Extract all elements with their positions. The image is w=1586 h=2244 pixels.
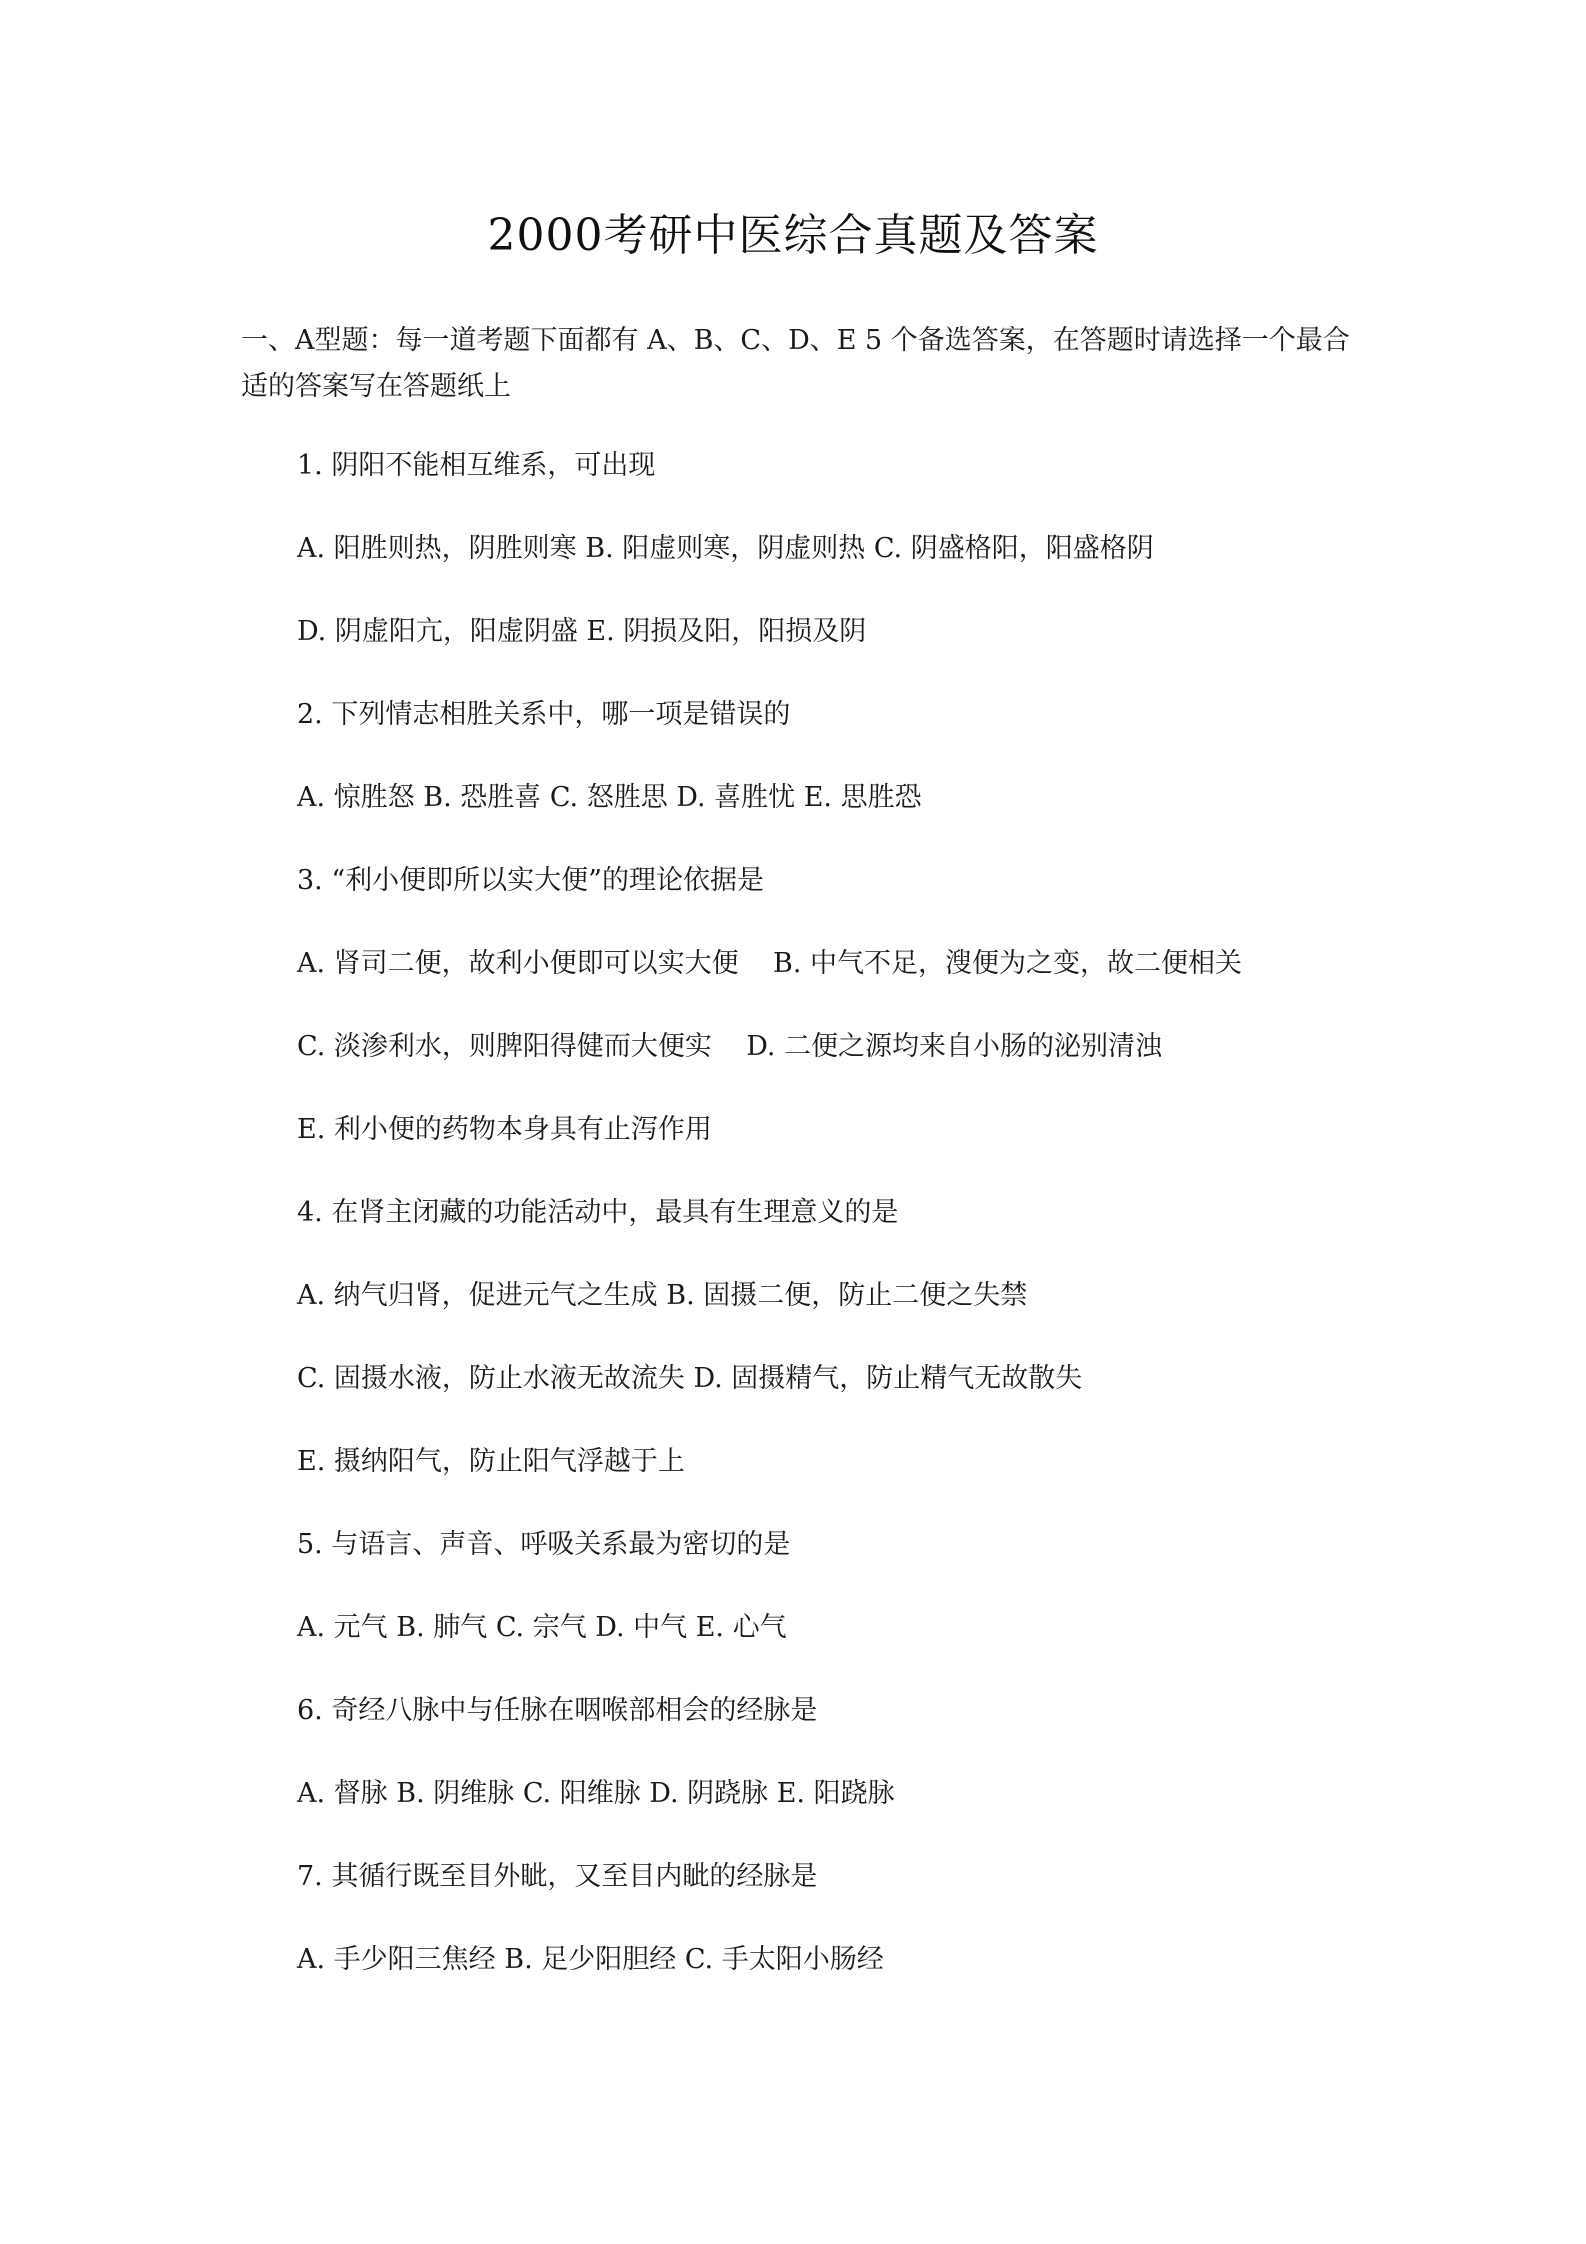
page-title: 2000考研中医综合真题及答案 — [487, 210, 1099, 261]
question-3: 3. “利小便即所以实大便”的理论依据是 — [297, 865, 764, 896]
question-2-options: A. 惊胜怒 B. 恐胜喜 C. 怒胜思 D. 喜胜忧 E. 思胜恐 — [297, 782, 922, 813]
question-3-options-b: C. 淡渗利水，则脾阳得健而大便实 D. 二便之源均来自小肠的泌别清浊 — [297, 1031, 1163, 1062]
question-4-options-b: C. 固摄水液，防止水液无故流失 D. 固摄精气，防止精气无故散失 — [297, 1363, 1083, 1394]
question-7-options: A. 手少阳三焦经 B. 足少阳胆经 C. 手太阳小肠经 — [297, 1944, 884, 1975]
question-6: 6. 奇经八脉中与任脉在咽喉部相会的经脉是 — [297, 1695, 818, 1726]
question-2: 2. 下列情志相胜关系中，哪一项是错误的 — [297, 699, 791, 730]
question-1-options-b: D. 阴虚阳亢，阳虚阴盛 E. 阴损及阳，阳损及阴 — [297, 616, 867, 647]
question-6-options: A. 督脉 B. 阴维脉 C. 阳维脉 D. 阴跷脉 E. 阳跷脉 — [297, 1778, 895, 1809]
question-3-options-c: E. 利小便的药物本身具有止泻作用 — [297, 1114, 712, 1145]
question-5-options: A. 元气 B. 肺气 C. 宗气 D. 中气 E. 心气 — [297, 1612, 787, 1643]
question-4-options-c: E. 摄纳阳气，防止阳气浮越于上 — [297, 1446, 685, 1477]
question-4-options-a: A. 纳气归肾，促进元气之生成 B. 固摄二便，防止二便之失禁 — [297, 1280, 1028, 1311]
question-1-options-a: A. 阳胜则热，阴胜则寒 B. 阳虚则寒，阴虚则热 C. 阴盛格阳，阳盛格阴 — [297, 533, 1154, 564]
question-5: 5. 与语言、声音、呼吸关系最为密切的是 — [297, 1529, 791, 1560]
section-intro: 一、A型题：每一道考题下面都有 A、B、C、D、E 5 个备选答案，在答题时请选择一个最合适的答案写在答题纸上 — [241, 325, 1350, 402]
question-4: 4. 在肾主闭藏的功能活动中，最具有生理意义的是 — [297, 1197, 899, 1228]
question-7: 7. 其循行既至目外眦，又至目内眦的经脉是 — [297, 1861, 818, 1892]
question-3-options-a: A. 肾司二便，故利小便即可以实大便 B. 中气不足，溲便为之变，故二便相关 — [297, 948, 1242, 979]
question-1: 1. 阴阳不能相互维系，可出现 — [297, 450, 656, 481]
